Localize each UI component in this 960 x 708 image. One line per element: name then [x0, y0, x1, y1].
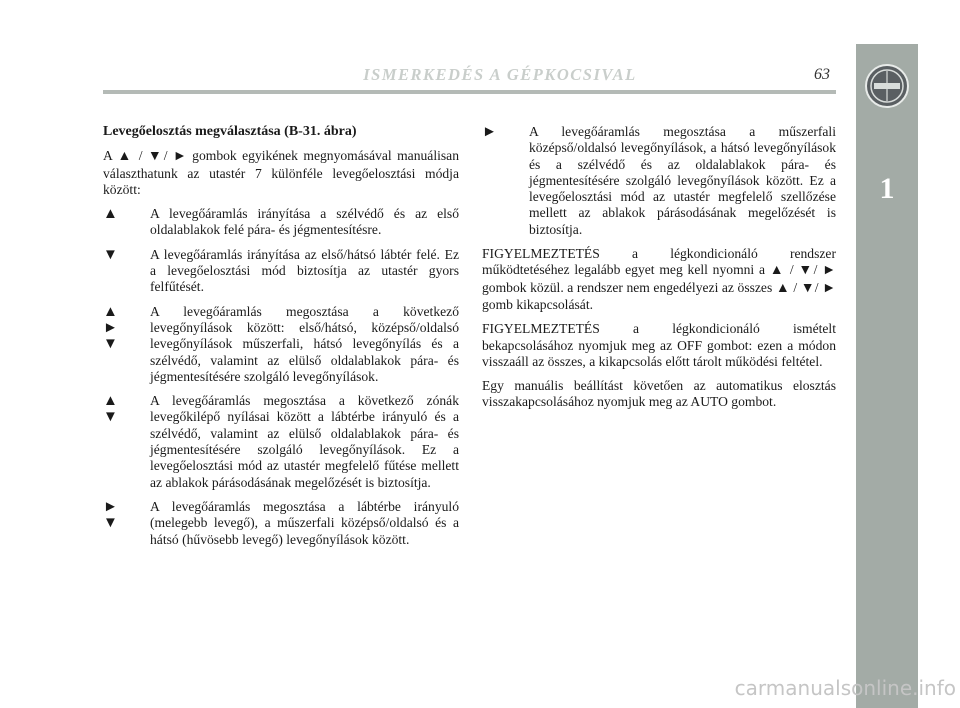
chapter-number: 1	[879, 172, 895, 205]
right-arrow-icon: ►	[172, 149, 187, 165]
down-arrow-icon: ▼	[103, 246, 118, 263]
down-arrow-icon: ▼	[103, 409, 118, 426]
down-arrow-icon: ▼	[103, 515, 118, 532]
list-item: ► A levegőáramlás megosztása a műszerfali középső/oldalsó levegőnyílások, a hátsó levegőnyílások és a szélvédő és az oldalablakok pára- és jégmentesítésére szolgáló levegőnyílások között. Ez a levegőelosztási mód az utastér megfelelő szellőzése mellett az ablakok párásodásának megelőzését is biztosítja.	[482, 124, 836, 237]
running-title: ISMERKEDÉS A GÉPKOCSIVAL	[363, 65, 637, 84]
intro-paragraph: A ▲ / ▼/ ► gombok egyikének megnyomásával manuálisan választhatunk az utastér 7 különféle levegőelosztási módja között:	[103, 148, 459, 197]
up-arrow-icon: ▲	[117, 149, 134, 165]
down-arrow-icon: ▼	[798, 263, 814, 279]
right-arrow-icon: ►	[822, 263, 837, 279]
note-paragraph: Egy manuális beállítást követően az automatikus elosztás visszakapcsolásához nyomjuk meg az AUTO gombot.	[482, 378, 836, 410]
down-arrow-icon: ▼	[103, 336, 118, 353]
list-item: ▼ A levegőáramlás irányítása az első/hátsó lábtér felé. Ez a levegőelosztási mód biztosítja az utastér gyors felfűtését.	[103, 246, 459, 295]
warning-paragraph: FIGYELMEZTETÉS a légkondicionáló rendszer működtetéséhez legalább egyet meg kell nyomni a ▲ / ▼/ ► gombok közül. a rendszer nem engedélyezi az összes ▲ / ▼/ ► gomb kikapcsolását.	[482, 246, 837, 312]
up-arrow-icon: ▲	[103, 303, 118, 320]
down-arrow-icon: ▼	[147, 149, 164, 165]
down-arrow-icon: ▼	[800, 280, 815, 296]
list-item: ▲ ► ▼ A levegőáramlás megosztása a következő levegőnyílások között: első/hátsó, középső/oldalsó levegőnyílások műszerfali, hátsó levegőnyílás és a szélvédő, valamint az elülső oldalablakok pára- és jégmentesítésére szolgáló levegőnyílások.	[103, 303, 459, 384]
up-arrow-icon: ▲	[769, 263, 786, 279]
left-column	[103, 124, 459, 556]
warning-paragraph: FIGYELMEZTETÉS a légkondicionáló ismételt bekapcsolásához nyomjuk meg az OFF gombot: ezen a módon visszaáll az összes, a kikapcsolás előtt tárolt működési feltétel.	[482, 321, 836, 369]
header-rule	[103, 90, 836, 94]
right-arrow-icon: ►	[822, 280, 836, 296]
up-arrow-icon: ▲	[775, 280, 790, 296]
watermark: carmanualsonline.info	[734, 676, 956, 700]
list-item: ▲ A levegőáramlás irányítása a szélvédő és az első oldalablakok felé pára- és jégmentesítésre.	[103, 206, 459, 238]
right-arrow-icon: ►	[103, 498, 118, 515]
section-title: Levegőelosztás megválasztása (B-31. ábra)	[103, 124, 357, 139]
right-column	[482, 124, 836, 419]
right-arrow-icon: ►	[482, 124, 497, 140]
up-arrow-icon: ▲	[103, 393, 118, 410]
page-number: 63	[814, 66, 830, 83]
lancia-logo-icon	[865, 64, 909, 108]
right-arrow-icon: ►	[103, 319, 118, 336]
list-item: ▲ ▼ A levegőáramlás megosztása a következő zónák levegőkilépő nyílásai között a lábtérbe irányuló és a szélvédő, valamint az elülső oldalablakok pára- és jégmentesítésére szolgáló levegőnyílások. Ez a levegőelosztási mód az utastér megfelelő fűtése mellett az ablakok párásodásának megelőzését is biztosítja.	[103, 393, 459, 490]
list-item: ► ▼ A levegőáramlás megosztása a lábtérbe irányuló (melegebb levegő), a műszerfali középső/oldalsó és a hátsó (hűvösebb levegő) levegőnyílások között.	[103, 498, 459, 547]
up-arrow-icon: ▲	[103, 206, 118, 223]
chapter-sidebar	[856, 44, 918, 708]
